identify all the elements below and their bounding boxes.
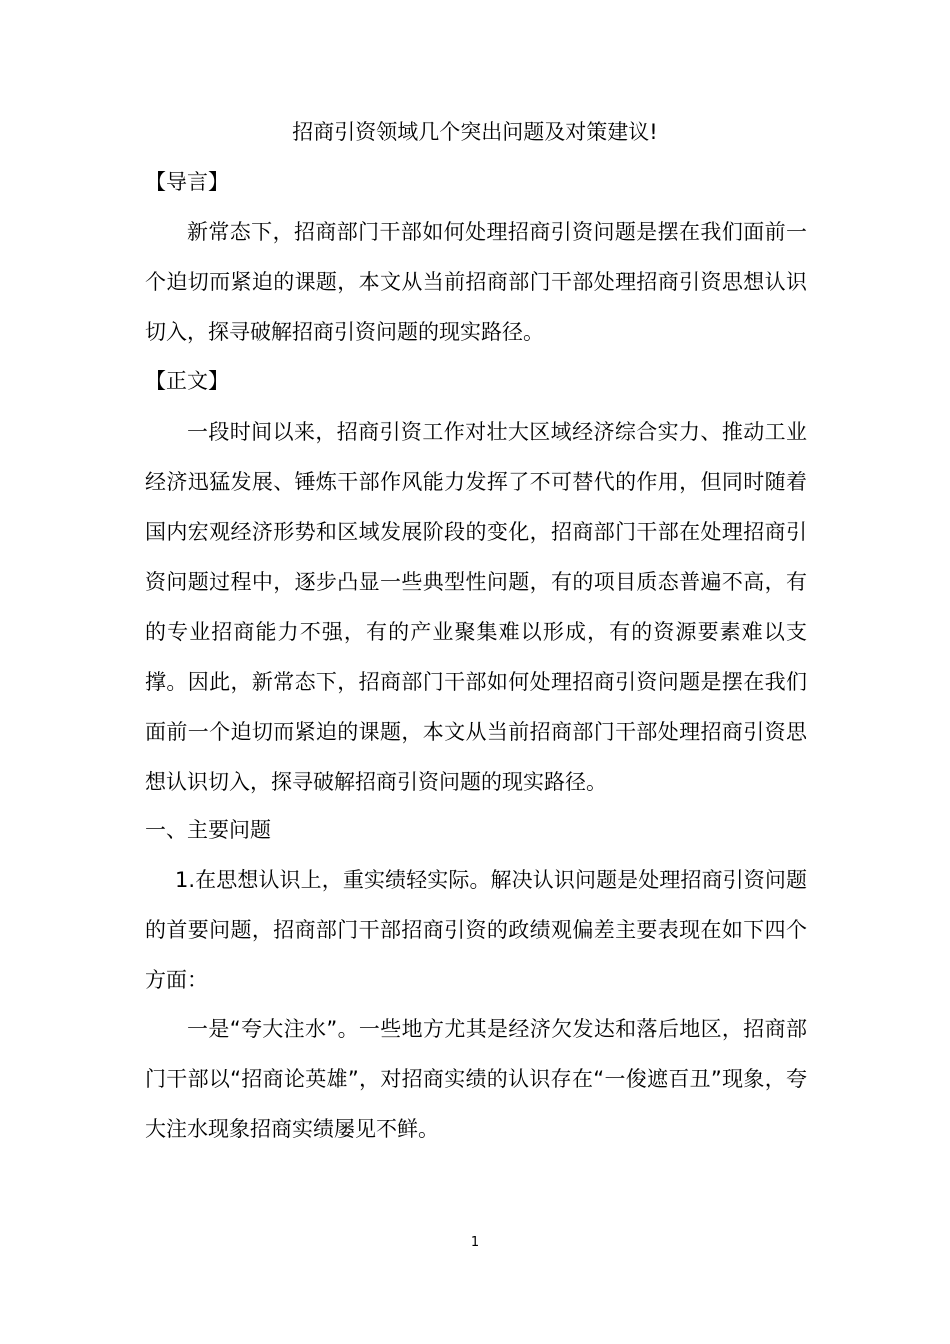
point-1a-paragraph: 一是“夸大注水”。一些地方尤其是经济欠发达和落后地区，招商部门干部以“招商论英雄”，对招商实绩的认识存在“一俊遮百丑”现象，夸大注水现象招商实绩屡见不鲜。 xyxy=(145,1017,807,1141)
document-title: 招商引资领域几个突出问题及对策建议! xyxy=(292,120,658,144)
intro-heading: 【导言】 xyxy=(145,170,229,194)
point-1-paragraph: 1.在思想认识上，重实绩轻实际。解决认识问题是处理招商引资问题的首要问题，招商部门干部招商引资的政绩观偏差主要表现在如下四个方面： xyxy=(145,868,807,992)
page-number: 1 xyxy=(470,1235,480,1250)
body-paragraph: 一段时间以来，招商引资工作对壮大区域经济综合实力、推动工业经济迅猛发展、锤炼干部作风能力发挥了不可替代的作用，但同时随着国内宏观经济形势和区域发展阶段的变化，招商部门干部在处理招商引资问题过程中，逐步凸显一些典型性问题，有的项目质态普遍不高，有的专业招商能力不强，有的产业聚集难以形成，有的资源要素难以支撑。因此，新常态下，招商部门干部如何处理招商引资问题是摆在我们面前一个迫切而紧迫的课题，本文从当前招商部门干部处理招商引资思想认识切入，探寻破解招商引资问题的现实路径。 xyxy=(145,420,807,794)
body-heading: 【正文】 xyxy=(145,369,229,393)
intro-paragraph: 新常态下，招商部门干部如何处理招商引资问题是摆在我们面前一个迫切而紧迫的课题，本文从当前招商部门干部处理招商引资思想认识切入，探寻破解招商引资问题的现实路径。 xyxy=(145,220,807,344)
section-heading: 一、主要问题 xyxy=(145,818,271,842)
